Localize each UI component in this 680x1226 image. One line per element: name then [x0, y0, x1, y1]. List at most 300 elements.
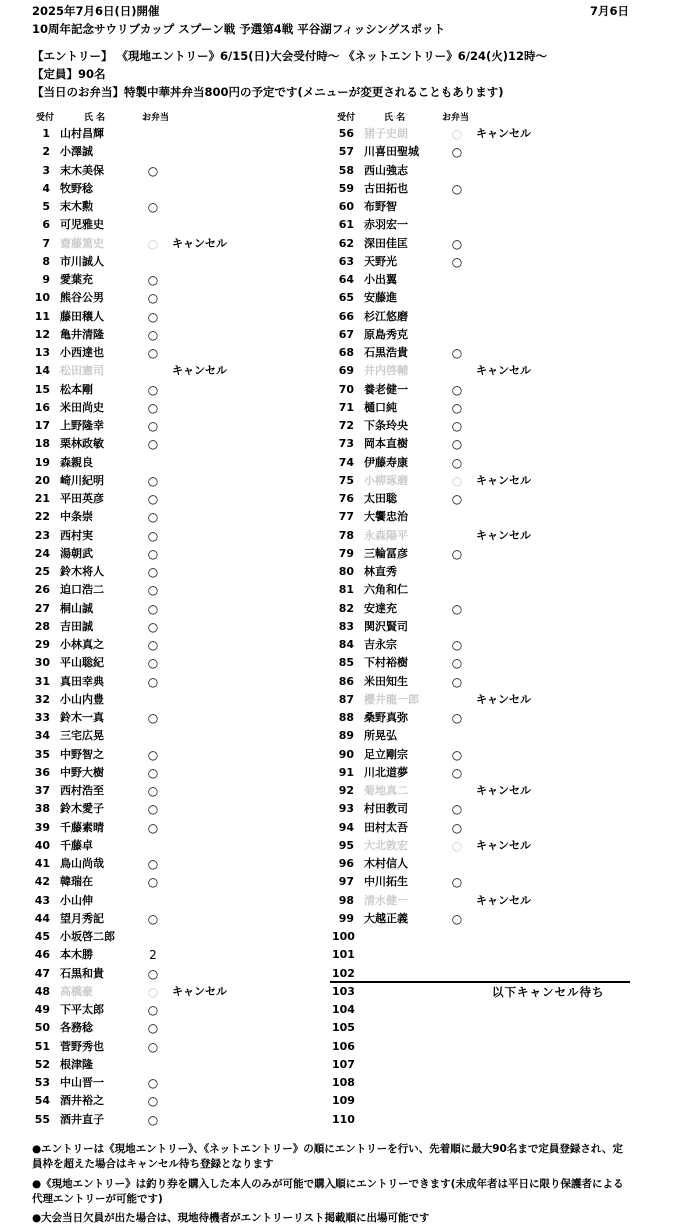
- entry-bento: ○: [451, 346, 463, 360]
- entry-name: 櫻井龍一郎: [364, 692, 419, 706]
- entry-status: キャンセル: [172, 984, 227, 998]
- entry-name: 山村昌輝: [60, 127, 104, 140]
- entry-number: 66: [338, 309, 354, 323]
- entry-bento: ○: [451, 145, 463, 160]
- event-title: 10周年記念サウリブカップ スプーン戦 予選第4戦 平谷湖フィッシングスポット: [32, 22, 446, 36]
- entry-name: 小柳琢磨: [364, 473, 408, 487]
- entry-bento: ○: [147, 601, 159, 616]
- entry-name: 真田幸典: [60, 674, 104, 688]
- entry-number: 50: [34, 1021, 50, 1035]
- entry-number: 61: [338, 218, 354, 232]
- entry-name: 井内啓輔: [364, 364, 408, 378]
- entry-name: 養老健一: [364, 382, 408, 396]
- entry-name: 鈴木将人: [60, 565, 104, 578]
- entry-number: 100: [332, 930, 355, 943]
- entry-name: 川北道夢: [364, 765, 408, 779]
- entry-bento: ○: [147, 747, 159, 762]
- entry-number: 18: [34, 437, 50, 451]
- entry-bento: ○: [451, 455, 463, 470]
- entry-name: 天野光: [364, 254, 397, 268]
- entry-name: 清水健一: [364, 893, 408, 907]
- entry-number: 69: [338, 364, 354, 378]
- col-bento-header-right: お弁当: [442, 113, 470, 123]
- entry-name: 西村浩至: [60, 784, 104, 797]
- entry-name: 末木勲: [60, 200, 93, 213]
- entry-bento: ○: [451, 419, 463, 433]
- entry-number: 22: [34, 510, 50, 524]
- entry-bento: ○: [451, 181, 463, 196]
- entry-bento: ○: [147, 802, 159, 817]
- entry-number: 63: [338, 254, 354, 268]
- entry-bento: ○: [147, 382, 159, 397]
- entry-status: キャンセル: [476, 473, 531, 487]
- entry-number: 89: [338, 729, 354, 743]
- entry-name: 石黒和貴: [60, 966, 104, 980]
- col-name-header-right: 氏 名: [384, 113, 406, 123]
- entry-name: 鳥山尚哉: [60, 857, 104, 870]
- entry-bento: ○: [147, 400, 159, 415]
- entry-name: 林直秀: [364, 565, 397, 578]
- entry-number: 44: [34, 911, 50, 925]
- entry-name: 原島秀克: [364, 327, 408, 341]
- entry-number: 28: [34, 619, 50, 633]
- entry-number: 85: [338, 656, 354, 670]
- entry-name: 伊藤寿康: [364, 455, 408, 469]
- entry-name: 小山伸: [60, 893, 93, 907]
- entry-number: 54: [34, 1094, 50, 1108]
- entry-bento: ○: [147, 638, 159, 652]
- entry-bento: ○: [451, 765, 463, 780]
- entry-number: 104: [332, 1003, 355, 1016]
- entry-bento: ○: [147, 510, 159, 525]
- entry-number: 38: [34, 802, 50, 816]
- entry-number: 9: [42, 273, 50, 286]
- entry-number: 47: [34, 966, 50, 980]
- entry-name: 鈴木一真: [60, 711, 104, 724]
- entry-bento: ○: [451, 236, 463, 251]
- entry-number: 16: [34, 400, 50, 414]
- entry-number: 71: [338, 400, 354, 414]
- entry-number: 39: [34, 820, 50, 834]
- entry-name: 中山晋一: [60, 1076, 104, 1089]
- entry-name: 酒井直子: [60, 1112, 104, 1126]
- entry-name: 崎川紀明: [60, 473, 104, 487]
- entry-bento: ○: [147, 492, 159, 506]
- entry-name: 大饗忠治: [364, 510, 408, 524]
- entry-number: 30: [34, 656, 50, 670]
- bento-info: 【当日のお弁当】特製中華丼弁当800円の予定です(メニューが変更されることもあります): [32, 85, 504, 99]
- entry-number: 15: [34, 382, 50, 396]
- entry-status: キャンセル: [476, 893, 531, 907]
- entry-bento: ○: [147, 309, 159, 324]
- entry-bento: ○: [147, 619, 159, 634]
- waitlist-label: 以下キャンセル待ち: [492, 985, 605, 999]
- entry-number: 93: [338, 802, 354, 816]
- col-number-header-right: 受付: [337, 113, 356, 123]
- entry-name: 千藤素晴: [60, 820, 104, 834]
- entry-number: 81: [338, 583, 354, 597]
- entry-number: 7: [42, 236, 50, 250]
- entry-number: 74: [338, 455, 354, 469]
- entry-number: 2: [42, 145, 50, 159]
- entry-name: 桑野真弥: [364, 711, 408, 724]
- waitlist-divider: [330, 981, 630, 983]
- entry-name: 太田聡: [364, 492, 397, 505]
- entry-number: 75: [338, 473, 354, 487]
- entry-name: 平山聡紀: [60, 656, 104, 670]
- entry-name: 亀井清隆: [60, 327, 104, 341]
- entry-name: 田村太吾: [364, 820, 408, 834]
- entry-bento: ○: [451, 875, 463, 890]
- entry-bento: ○: [451, 911, 463, 926]
- entry-name: 下条玲央: [364, 419, 408, 432]
- entry-name: 安藤進: [364, 291, 397, 305]
- entry-number: 108: [332, 1076, 355, 1089]
- event-date-right: 7月6日: [590, 4, 630, 18]
- capacity: 【定員】90名: [32, 67, 106, 81]
- entry-name: 齋藤篤史: [60, 236, 104, 250]
- entry-bento: ○: [147, 1094, 159, 1109]
- entry-bento: ○: [147, 656, 159, 671]
- note-entry-order: ●エントリーは《現地エントリー》、《ネットエントリー》の順にエントリーを行い、先着順に最大90名まで定員登録され、定員枠を超えた場合はキャンセル待ち登録となります: [32, 1143, 623, 1170]
- entry-name: 平田英彦: [60, 492, 104, 505]
- entry-number: 45: [34, 930, 50, 943]
- entry-name: 中野智之: [60, 747, 104, 761]
- entry-bento: ○: [147, 236, 159, 251]
- entry-bento: ○: [147, 163, 159, 178]
- entry-bento: ○: [147, 820, 159, 835]
- entry-number: 109: [332, 1094, 355, 1108]
- entry-name: 木村信人: [364, 857, 408, 870]
- entry-name: 足立剛宗: [364, 747, 408, 761]
- entry-number: 65: [338, 291, 354, 305]
- entry-name: 千藤卓: [60, 838, 93, 852]
- entry-name: 赤羽宏一: [364, 218, 408, 232]
- entry-name: 米田尚史: [60, 400, 104, 414]
- entry-number: 94: [338, 820, 354, 834]
- entry-number: 60: [338, 200, 354, 213]
- entry-bento: ○: [451, 838, 463, 853]
- entry-number: 83: [338, 619, 354, 633]
- entry-name: 牧野稔: [60, 181, 93, 195]
- entry-number: 76: [338, 492, 354, 505]
- entry-bento: ○: [451, 492, 463, 506]
- entry-bento: ○: [147, 711, 159, 725]
- entry-bento: ○: [451, 674, 463, 689]
- entry-bento: ○: [147, 473, 159, 488]
- entry-name: 下村裕樹: [364, 656, 408, 670]
- entry-number: 80: [338, 565, 354, 578]
- entry-number: 14: [34, 364, 50, 378]
- entry-status: キャンセル: [476, 784, 531, 797]
- entry-number: 105: [332, 1021, 355, 1035]
- entry-number: 40: [34, 838, 50, 852]
- entry-bento: ○: [147, 346, 159, 360]
- entry-name: 村田教司: [364, 802, 408, 816]
- entry-number: 91: [338, 765, 354, 779]
- entry-number: 43: [34, 893, 50, 907]
- entry-number: 82: [338, 601, 354, 615]
- event-date: 2025年7月6日(日)開催: [32, 4, 160, 18]
- entry-name: 本木勝: [60, 948, 93, 962]
- entry-bento: ○: [147, 875, 159, 890]
- entry-name: 高橋豪: [60, 984, 93, 998]
- entry-number: 20: [34, 473, 50, 487]
- entry-bento: ○: [451, 711, 463, 725]
- entry-number: 88: [338, 711, 354, 724]
- entry-number: 35: [34, 747, 50, 761]
- entry-bento: ○: [147, 437, 159, 452]
- entry-bento: ○: [147, 966, 159, 981]
- entry-number: 11: [34, 309, 50, 323]
- entry-name: 大越正義: [364, 911, 408, 925]
- entry-number: 49: [34, 1003, 50, 1016]
- entry-bento: ○: [147, 674, 159, 689]
- entry-name: 杉江悠磨: [364, 309, 408, 323]
- entry-bento: ○: [147, 583, 159, 598]
- entry-bento: ○: [147, 1039, 159, 1054]
- entry-number: 27: [34, 601, 50, 615]
- entry-number: 77: [338, 510, 354, 524]
- entry-bento: ○: [147, 1112, 159, 1127]
- entry-name: 大北敦宏: [364, 838, 408, 852]
- entry-name: 松本剛: [60, 382, 93, 396]
- entry-bento: ○: [451, 802, 463, 817]
- entry-name: 西村実: [60, 528, 93, 542]
- entry-number: 102: [332, 966, 355, 980]
- entry-name: 可児雅史: [60, 218, 104, 232]
- entry-name: 中野大樹: [60, 765, 104, 779]
- entry-name: 深田佳匡: [364, 236, 408, 250]
- entry-number: 31: [34, 674, 50, 688]
- entry-name: 三宅広晃: [60, 729, 104, 743]
- entry-bento: ○: [451, 656, 463, 671]
- entry-name: 猪子史朗: [364, 127, 408, 140]
- entry-number: 107: [332, 1057, 355, 1071]
- entry-number: 41: [34, 857, 50, 870]
- entry-bento: ○: [451, 382, 463, 397]
- entry-bento: ○: [451, 546, 463, 561]
- entry-bento: ○: [451, 601, 463, 616]
- entry-name: 上野隆幸: [60, 419, 104, 432]
- entry-number: 78: [338, 528, 354, 542]
- entry-bento: 2: [149, 948, 157, 963]
- entry-status: キャンセル: [476, 364, 531, 378]
- entry-bento: ○: [451, 473, 463, 488]
- entry-bento: ○: [147, 1076, 159, 1090]
- entry-number: 46: [34, 948, 50, 962]
- entry-name: 菊地真二: [364, 784, 408, 797]
- entry-number: 6: [42, 218, 50, 232]
- entry-number: 59: [338, 181, 354, 195]
- entry-number: 1: [42, 127, 50, 140]
- entry-name: 小澤誠: [60, 145, 93, 159]
- entry-number: 62: [338, 236, 354, 250]
- entry-name: 川喜田聖城: [364, 145, 419, 159]
- entry-number: 52: [34, 1057, 50, 1071]
- entry-name: 吉永宗: [364, 638, 397, 651]
- col-number-header: 受付: [36, 113, 55, 123]
- entry-bento: ○: [147, 984, 159, 999]
- entry-name: 韓瑞在: [60, 875, 93, 889]
- entry-name: 中川拓生: [364, 875, 408, 889]
- entry-name: 永森陽平: [364, 528, 408, 542]
- entry-name: 各務稔: [60, 1021, 93, 1035]
- entry-number: 8: [42, 254, 50, 268]
- entry-number: 4: [42, 181, 50, 195]
- entry-number: 79: [338, 546, 354, 560]
- entry-number: 26: [34, 583, 50, 597]
- entry-number: 19: [34, 455, 50, 469]
- entry-name: 小林真之: [60, 638, 104, 651]
- entry-name: 熊谷公男: [60, 291, 104, 305]
- entry-bento: ○: [147, 1021, 159, 1036]
- entry-number: 99: [338, 911, 354, 925]
- entry-status: キャンセル: [172, 236, 227, 250]
- entry-status: キャンセル: [476, 692, 531, 706]
- entry-name: 石黒浩貴: [364, 346, 408, 359]
- entry-number: 73: [338, 437, 354, 451]
- entry-bento: ○: [451, 400, 463, 415]
- entry-number: 42: [34, 875, 50, 889]
- entry-number: 23: [34, 528, 50, 542]
- entry-name: 所晃弘: [364, 729, 397, 743]
- entry-number: 84: [338, 638, 354, 651]
- entry-number: 64: [338, 273, 354, 286]
- entry-number: 3: [42, 163, 50, 177]
- entry-bento: ○: [147, 765, 159, 780]
- entry-number: 29: [34, 638, 50, 651]
- entry-name: 市川誠人: [60, 254, 104, 268]
- entry-number: 51: [34, 1039, 50, 1053]
- entry-number: 98: [338, 893, 354, 907]
- entry-number: 67: [338, 327, 354, 341]
- entry-bento: ○: [451, 127, 463, 141]
- entry-name: 末木美保: [60, 163, 104, 177]
- entry-name: 西山強志: [364, 163, 408, 177]
- entry-number: 86: [338, 674, 354, 688]
- entry-name: 桐山誠: [60, 601, 93, 615]
- entry-status: キャンセル: [172, 364, 227, 378]
- entry-bento: ○: [147, 273, 159, 287]
- entry-name: 樋口純: [364, 400, 397, 414]
- entry-number: 33: [34, 711, 50, 724]
- entry-bento: ○: [451, 638, 463, 652]
- entry-number: 95: [338, 838, 354, 852]
- entry-bento: ○: [147, 857, 159, 871]
- entry-name: 下平太郎: [60, 1003, 104, 1016]
- entry-bento: ○: [147, 327, 159, 342]
- entry-bento: ○: [147, 784, 159, 798]
- entry-number: 110: [332, 1112, 355, 1126]
- col-name-header: 氏 名: [84, 113, 106, 123]
- entry-number: 58: [338, 163, 354, 177]
- entry-name: 小山内豊: [60, 692, 104, 706]
- entry-name: 松田憲司: [60, 364, 104, 378]
- entry-name: 小出翼: [364, 273, 397, 286]
- entry-name: 鈴木愛子: [60, 802, 104, 816]
- col-bento-header: お弁当: [142, 113, 170, 123]
- entry-name: 迫口浩二: [60, 583, 104, 597]
- entry-name: 米田知生: [364, 674, 408, 688]
- entry-number: 70: [338, 382, 354, 396]
- note-vacancy: ●大会当日欠員が出た場合は、現地待機者がエントリーリスト掲載順に出場可能です: [32, 1212, 430, 1224]
- entry-number: 34: [34, 729, 50, 743]
- entry-number: 5: [42, 200, 50, 213]
- entry-number: 87: [338, 692, 354, 706]
- entry-number: 10: [34, 291, 50, 305]
- entry-name: 古田拓也: [364, 181, 408, 195]
- entry-number: 13: [34, 346, 50, 359]
- entry-bento: ○: [147, 200, 159, 214]
- entry-name: 森親良: [60, 455, 93, 469]
- entry-bento: ○: [451, 437, 463, 452]
- entry-number: 90: [338, 747, 354, 761]
- entry-bento: ○: [147, 911, 159, 926]
- entry-schedule: 【エントリー】 《現地エントリー》6/15(日)大会受付時～ 《ネットエントリー》6/24(火)12時～: [32, 49, 547, 63]
- entry-name: 中条崇: [60, 510, 93, 524]
- entry-status: キャンセル: [476, 528, 531, 542]
- entry-number: 101: [332, 948, 355, 962]
- entry-name: 六角和仁: [364, 583, 408, 597]
- entry-number: 68: [338, 346, 354, 359]
- entry-number: 56: [338, 127, 354, 140]
- entry-number: 53: [34, 1076, 50, 1089]
- entry-number: 106: [332, 1039, 355, 1053]
- entry-number: 32: [34, 692, 50, 706]
- entry-name: 小坂啓二郎: [60, 930, 115, 943]
- entry-bento: ○: [451, 254, 463, 269]
- entry-name: 藤田穣人: [60, 309, 104, 323]
- entry-name: 愛葉充: [60, 273, 93, 286]
- entry-name: 布野智: [364, 200, 397, 213]
- entry-name: 酒井裕之: [60, 1094, 104, 1108]
- entry-name: 三輪冨彦: [364, 546, 408, 560]
- entry-bento: ○: [451, 820, 463, 835]
- entry-number: 36: [34, 765, 50, 779]
- entry-number: 92: [338, 784, 354, 797]
- entry-number: 24: [34, 546, 50, 560]
- entry-status: キャンセル: [476, 127, 531, 140]
- entry-bento: ○: [147, 1003, 159, 1017]
- entry-name: 根津隆: [60, 1057, 93, 1071]
- entry-number: 25: [34, 565, 50, 578]
- entry-bento: ○: [147, 528, 159, 543]
- entry-bento: ○: [147, 291, 159, 306]
- entry-number: 48: [34, 984, 50, 998]
- entry-number: 37: [34, 784, 50, 797]
- entry-name: 望月秀記: [60, 911, 104, 925]
- entry-name: 安達充: [364, 601, 397, 615]
- entry-status: キャンセル: [476, 838, 531, 852]
- note-onsite-entry: ●《現地エントリー》は釣り券を購入した本人のみが可能で購入順にエントリーできます(未成年者は平日に限り保護者による代理エントリーが可能です): [32, 1178, 624, 1205]
- entry-number: 57: [338, 145, 354, 159]
- entry-number: 55: [34, 1112, 50, 1126]
- entry-name: 栗林政敏: [60, 437, 104, 451]
- entry-name: 菅野秀也: [60, 1039, 104, 1053]
- entry-name: 岡本直樹: [364, 437, 408, 451]
- entry-bento: ○: [147, 419, 159, 433]
- entry-number: 72: [338, 419, 354, 432]
- entry-bento: ○: [147, 565, 159, 579]
- entry-name: 吉田誠: [60, 619, 93, 633]
- entry-name: 関沢賢司: [364, 619, 408, 633]
- entry-bento: ○: [451, 747, 463, 762]
- entry-name: 小西達也: [60, 346, 104, 359]
- entry-number: 96: [338, 857, 354, 870]
- entry-number: 12: [34, 327, 50, 341]
- entry-number: 97: [338, 875, 354, 889]
